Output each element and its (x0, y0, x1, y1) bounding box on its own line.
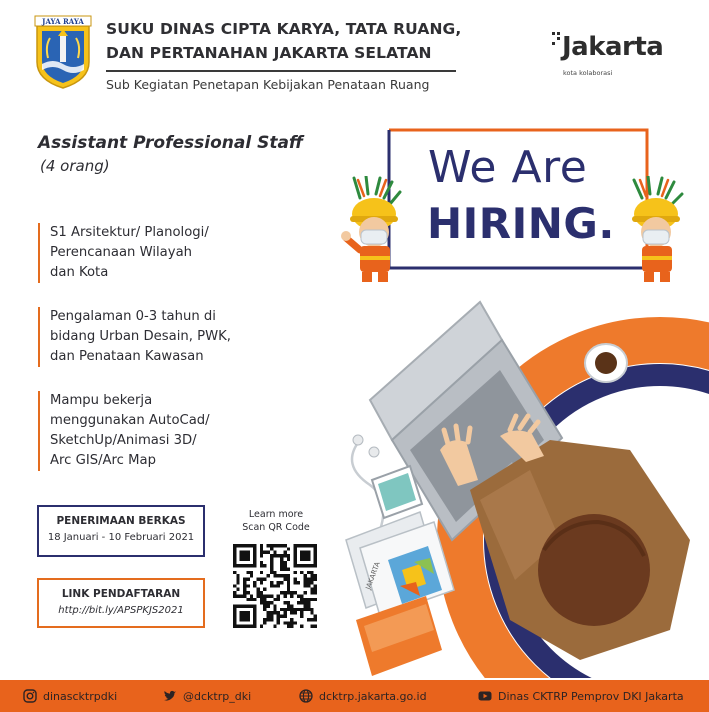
requirement-line: Arc GIS/Arc Map (50, 453, 156, 468)
website-url[interactable]: dcktrp.jakarta.go.id (319, 689, 427, 703)
agency-name-line1: SUKU DINAS CIPTA KARYA, TATA RUANG, (106, 20, 462, 38)
youtube-icon (478, 689, 492, 703)
folder-label: JAKARTA (364, 560, 382, 591)
qr-caption-line2: Scan QR Code (242, 522, 310, 533)
mascot-left-illustration (338, 176, 416, 284)
instagram-handle[interactable]: dinascktrpdki (43, 689, 118, 703)
requirement-experience (38, 307, 280, 367)
registration-url[interactable]: http://bit.ly/APSPKJS2021 (58, 605, 184, 616)
registration-label: PENERIMAAN BERKAS (56, 515, 186, 527)
footer-twitter[interactable] (163, 688, 251, 704)
agency-name-line2: DAN PERTANAHAN JAKARTA SELATAN (106, 44, 432, 62)
twitter-icon (163, 689, 177, 703)
requirement-line: Mampu bekerja (50, 393, 153, 408)
instagram-icon (23, 689, 37, 703)
requirement-line: menggunakan AutoCad/ (50, 413, 210, 428)
qr-caption (226, 508, 326, 534)
workspace-illustration (330, 290, 709, 678)
globe-icon (299, 689, 313, 703)
jakarta-tagline: kota kolaborasi (563, 69, 613, 77)
footer-website[interactable] (299, 688, 427, 704)
requirement-line: Perencanaan Wilayah (50, 245, 193, 260)
qr-code[interactable] (233, 544, 317, 628)
hiring-headline-line1: We Are (428, 142, 588, 193)
job-count: (4 orang) (40, 157, 110, 175)
mascot-right-illustration (622, 176, 696, 284)
job-title: Assistant Professional Staff (38, 133, 304, 153)
sub-activity-title: Sub Kegiatan Penetapan Kebijakan Penataan Ruang (106, 77, 430, 92)
requirement-line: Pengalaman 0-3 tahun di (50, 309, 216, 324)
registration-dates: 18 Januari - 10 Februari 2021 (47, 532, 195, 543)
crest-icon (33, 14, 93, 90)
footer-instagram[interactable] (23, 688, 117, 704)
requirement-education (38, 223, 280, 283)
footer-youtube[interactable] (478, 688, 684, 704)
qr-caption-line1: Learn more (248, 509, 304, 520)
youtube-channel[interactable]: Dinas CKTRP Pemprov DKI Jakarta (498, 689, 684, 703)
header-divider (106, 70, 456, 72)
requirement-line: S1 Arsitektur/ Planologi/ (50, 225, 209, 240)
crest-banner-text: JAYA RAYA (42, 17, 84, 26)
requirement-line: dan Penataan Kawasan (50, 349, 204, 364)
requirement-line: SketchUp/Animasi 3D/ (50, 433, 197, 448)
twitter-handle[interactable]: @dcktrp_dki (183, 689, 252, 703)
hiring-headline-line2: HIRING. (427, 199, 615, 248)
requirement-line: dan Kota (50, 265, 109, 280)
requirement-software (38, 391, 280, 471)
registration-period-box (37, 505, 205, 557)
jakarta-wordmark: Jakarta (562, 32, 664, 62)
requirement-line: bidang Urban Desain, PWK, (50, 329, 231, 344)
registration-link-box[interactable] (37, 578, 205, 628)
link-label: LINK PENDAFTARAN (61, 588, 181, 600)
footer-bar (0, 680, 709, 712)
